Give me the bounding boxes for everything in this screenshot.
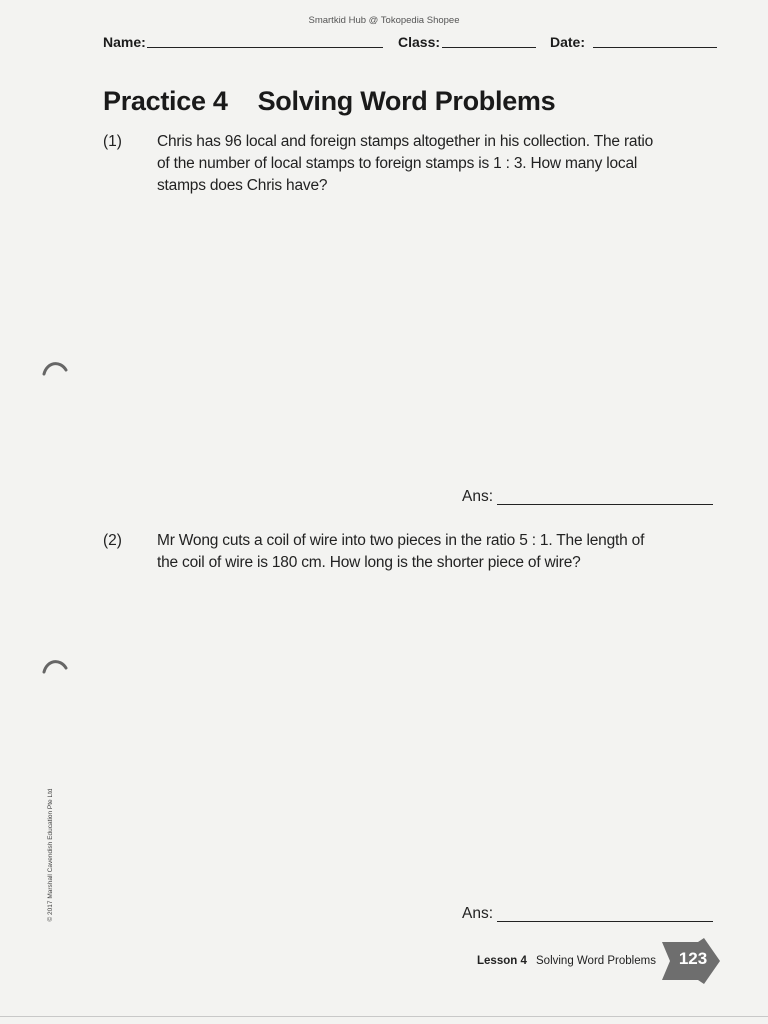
page-title [103,86,555,117]
question-1-line: stamps does Chris have? [157,177,328,194]
binder-hole-icon [40,654,70,676]
question-1-line: of the number of local stamps to foreign stamps is 1 : 3. How many local [157,155,638,172]
practice-number: Practice 4 [103,86,228,116]
page-number: 123 [678,949,708,968]
page-bottom-edge [0,1016,768,1017]
question-2-line: Mr Wong cuts a coil of wire into two pieces in the ratio 5 : 1. The length of [157,532,645,549]
practice-topic: Solving Word Problems [257,86,556,116]
name-field-line[interactable] [147,47,383,48]
answer-1-label: Ans: [462,488,494,505]
date-field-line[interactable] [593,47,717,48]
question-1-line: Chris has 96 local and foreign stamps altogether in his collection. The ratio [157,133,654,150]
footer-topic: Solving Word Problems [536,955,656,967]
class-label: Class: [398,34,441,50]
watermark-text: Smartkid Hub @ Tokopedia Shopee [308,15,460,26]
answer-2-line[interactable] [497,921,713,922]
name-label: Name: [103,34,146,50]
answer-2-label: Ans: [462,905,494,922]
answer-1-line[interactable] [497,504,713,505]
date-label: Date: [550,34,586,50]
binder-hole-icon [40,356,70,378]
question-1-text [157,131,653,197]
class-field-line[interactable] [442,47,536,48]
question-2-text [157,530,644,574]
question-1-number: (1) [103,133,122,150]
copyright-text: © 2017 Marshall Cavendish Education Pte Ltd [47,788,54,922]
footer-lesson: Lesson 4 [477,955,527,967]
question-2-line: the coil of wire is 180 cm. How long is the shorter piece of wire? [157,554,581,571]
question-2-number: (2) [103,532,122,549]
